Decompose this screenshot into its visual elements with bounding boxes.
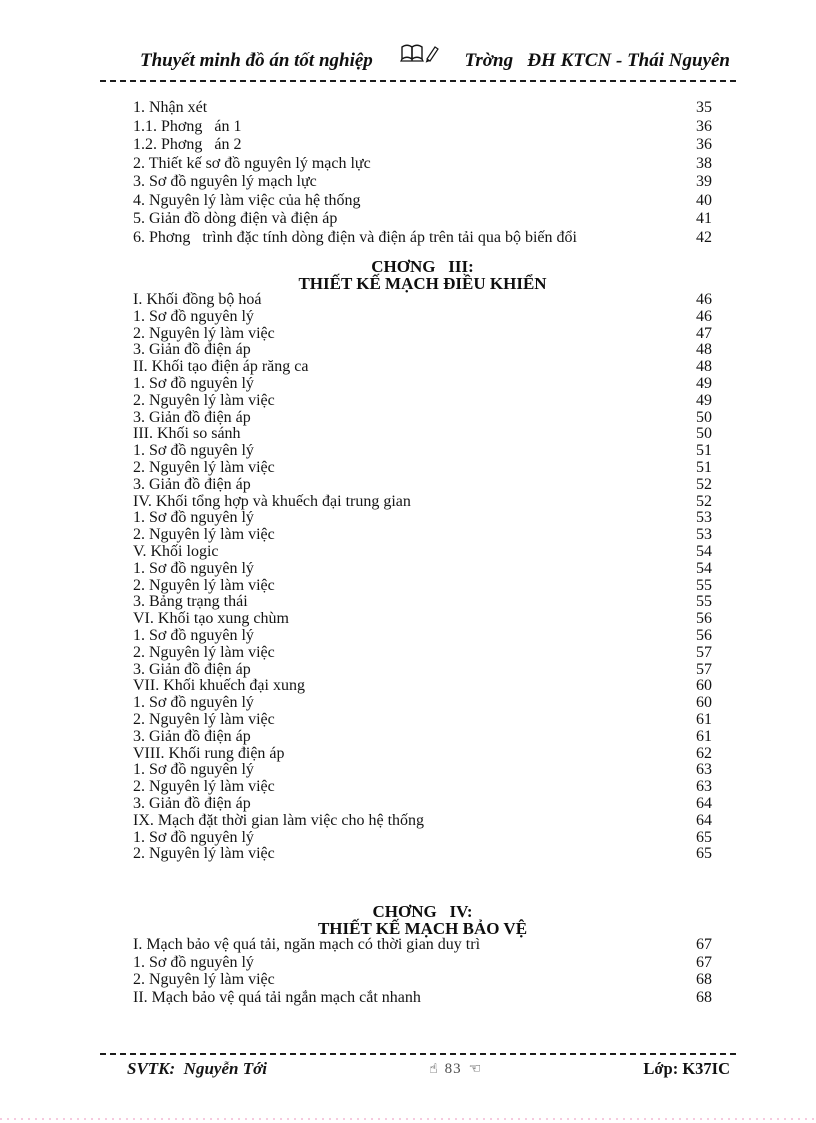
toc-entry-label: 4. Nguyên lý làm việc của hệ thống xyxy=(133,191,361,209)
toc-entry xyxy=(133,477,712,494)
chapter-heading: CHƠNG III: xyxy=(371,257,474,276)
toc-entry-page-number: 53 xyxy=(696,509,712,527)
toc-entry-page-number: 53 xyxy=(696,526,712,544)
toc-entry xyxy=(133,779,712,796)
toc-entry-label: 1. Sơ đồ nguyên lý xyxy=(133,953,254,971)
toc-entry-page-number: 67 xyxy=(696,953,712,971)
footer-student-name: SVTK: Nguyễn Tới xyxy=(127,1059,267,1078)
toc-entry-label: I. Khối đồng bộ hoá xyxy=(133,291,262,308)
toc-entry xyxy=(133,443,712,460)
toc-entry-label: 1. Sơ đồ nguyên lý xyxy=(133,307,254,325)
toc-entry-label: 2. Nguyên lý làm việc xyxy=(133,576,275,594)
toc-entry-page-number: 40 xyxy=(696,191,712,209)
book-pencil-icon xyxy=(399,42,439,71)
toc-entry xyxy=(133,119,712,138)
toc-entry-page-number: 56 xyxy=(696,610,712,628)
toc-entry-label: VIII. Khối rung điện áp xyxy=(133,744,285,762)
toc-entry-label: 2. Nguyên lý làm việc xyxy=(133,971,275,989)
toc-entry-page-number: 62 xyxy=(696,744,712,762)
toc-entry-page-number: 49 xyxy=(696,391,712,409)
page-header xyxy=(0,0,816,72)
toc-entry-page-number: 52 xyxy=(696,492,712,510)
toc-entry-label: 1. Sơ đồ nguyên lý xyxy=(133,442,254,460)
toc-entry xyxy=(133,230,712,249)
toc-entry-label: 2. Nguyên lý làm việc xyxy=(133,324,275,342)
toc-entry-label: 1. Sơ đồ nguyên lý xyxy=(133,626,254,644)
toc-entry-page-number: 52 xyxy=(696,475,712,493)
toc-entry xyxy=(133,137,712,156)
toc-entry-label: 3. Sơ đồ nguyên lý mạch lực xyxy=(133,173,317,190)
page-footer xyxy=(0,1045,816,1079)
toc-entry xyxy=(133,494,712,511)
toc-entry xyxy=(133,990,712,1008)
toc-entry xyxy=(133,460,712,477)
toc-entry-label: 2. Nguyên lý làm việc xyxy=(133,845,275,863)
toc-entry-page-number: 48 xyxy=(696,341,712,359)
toc-entry-label: 1. Nhận xét xyxy=(133,99,208,116)
toc-entry-page-number: 48 xyxy=(696,358,712,376)
toc-entry-label: 1. Sơ đồ nguyên lý xyxy=(133,509,254,527)
chapter-heading: CHƠNG IV: xyxy=(372,902,473,922)
toc-entry-page-number: 54 xyxy=(696,559,712,577)
page-boundary-dots xyxy=(0,1118,816,1120)
toc-entry xyxy=(133,309,712,326)
toc-entry xyxy=(133,174,712,193)
toc-entry-label: 3. Giản đồ điện áp xyxy=(133,475,251,493)
toc-entry-page-number: 63 xyxy=(696,761,712,779)
toc-entry xyxy=(133,846,712,863)
toc-entry-page-number: 35 xyxy=(696,99,712,116)
toc-entry-label: III. Khối so sánh xyxy=(133,425,241,443)
toc-entry-label: VII. Khối khuếch đại xung xyxy=(133,677,305,695)
toc-entry xyxy=(133,746,712,763)
toc-entry xyxy=(133,527,712,544)
toc-entry-label: 3. Giản đồ điện áp xyxy=(133,727,251,745)
toc-entry xyxy=(133,662,712,679)
toc-section xyxy=(133,100,712,248)
toc-entry-label: 1.1. Phơng án 1 xyxy=(133,117,242,135)
toc-entry xyxy=(133,830,712,847)
toc-entry-page-number: 61 xyxy=(696,727,712,745)
toc-entry xyxy=(133,645,712,662)
toc-entry-label: 1. Sơ đồ nguyên lý xyxy=(133,761,254,779)
toc-entry-page-number: 51 xyxy=(696,442,712,460)
toc-entry-label: 3. Giản đồ điện áp xyxy=(133,341,251,359)
toc-entry-label: 2. Nguyên lý làm việc xyxy=(133,458,275,476)
toc-entry-page-number: 64 xyxy=(696,811,712,829)
toc-entry-page-number: 47 xyxy=(696,324,712,342)
toc-entry-page-number: 61 xyxy=(696,710,712,728)
toc-entry-page-number: 56 xyxy=(696,626,712,644)
toc-entry xyxy=(133,156,712,175)
toc-entry-page-number: 51 xyxy=(696,458,712,476)
toc-entry xyxy=(133,359,712,376)
toc-entry-page-number: 50 xyxy=(696,425,712,443)
chapter-heading: THIẾT KẾ MẠCH ĐIỀU KHIỂN xyxy=(298,274,547,293)
toc-entry-page-number: 64 xyxy=(696,794,712,812)
toc-entry-page-number: 50 xyxy=(696,408,712,426)
toc-entry-label: 3. Bảng trạng thái xyxy=(133,593,248,611)
toc-entry-page-number: 46 xyxy=(696,307,712,325)
toc-entry-page-number: 55 xyxy=(696,593,712,611)
toc-entry-label: I. Mạch bảo vệ quá tải, ngăn mạch có thời gian duy trì xyxy=(133,936,481,954)
toc-entry xyxy=(133,100,712,119)
toc-section xyxy=(133,903,712,1007)
page-number: 83 xyxy=(444,1060,462,1077)
toc-entry-page-number: 60 xyxy=(696,677,712,695)
toc-entry xyxy=(133,326,712,343)
toc-entry-page-number: 41 xyxy=(696,210,712,227)
toc-entry-label: 1.2. Phơng án 2 xyxy=(133,136,242,153)
toc-entry xyxy=(133,510,712,527)
chapter-heading: THIẾT KẾ MẠCH BẢO VỆ xyxy=(317,919,528,939)
toc-entry-label: 1. Sơ đồ nguyên lý xyxy=(133,559,254,577)
toc-entry xyxy=(133,628,712,645)
toc-entry-page-number: 68 xyxy=(696,971,712,989)
toc-entry xyxy=(133,678,712,695)
toc-entry-label: IX. Mạch đặt thời gian làm việc cho hệ thống xyxy=(133,811,425,829)
toc-entry-page-number: 38 xyxy=(696,154,712,172)
toc-entry xyxy=(133,937,712,955)
toc-entry-label: VI. Khối tạo xung chùm xyxy=(133,610,289,628)
toc-entry xyxy=(133,393,712,410)
toc-entry-page-number: 49 xyxy=(696,374,712,392)
toc-entry-label: 5. Giản đồ dòng điện và điện áp xyxy=(133,210,338,227)
toc-entry-page-number: 46 xyxy=(696,291,712,308)
toc-entry xyxy=(133,426,712,443)
toc-entry xyxy=(133,712,712,729)
toc-entry xyxy=(133,211,712,230)
toc-entry xyxy=(133,410,712,427)
toc-entry-label: II. Mạch bảo vệ quá tải ngắn mạch cắt nhanh xyxy=(133,988,421,1006)
toc-entry xyxy=(133,796,712,813)
toc-entry xyxy=(133,813,712,830)
toc-entry xyxy=(133,955,712,973)
toc-entry-page-number: 57 xyxy=(696,660,712,678)
toc-entry-page-number: 55 xyxy=(696,576,712,594)
toc-entry-label: 1. Sơ đồ nguyên lý xyxy=(133,374,254,392)
toc-entry xyxy=(133,376,712,393)
toc-entry xyxy=(133,193,712,212)
toc-entry-label: 2. Nguyên lý làm việc xyxy=(133,778,275,796)
toc-entry-label: 2. Nguyên lý làm việc xyxy=(133,710,275,728)
toc-entry-label: II. Khối tạo điện áp răng ca xyxy=(133,358,309,376)
toc-entry-page-number: 65 xyxy=(696,845,712,863)
toc-entry-page-number: 36 xyxy=(696,136,712,153)
pointing-hand-up-icon: ☝ xyxy=(429,1061,438,1077)
toc-entry-page-number: 57 xyxy=(696,643,712,661)
toc-entry xyxy=(133,695,712,712)
toc-entry-page-number: 63 xyxy=(696,778,712,796)
toc-entry-label: 2. Nguyên lý làm việc xyxy=(133,526,275,544)
toc-entry xyxy=(133,729,712,746)
toc-entry-page-number: 65 xyxy=(696,828,712,846)
toc-entry-label: 3. Giản đồ điện áp xyxy=(133,660,251,678)
toc-entry-page-number: 39 xyxy=(696,173,712,190)
header-right-title: Trờng ĐH KTCN - Thái Nguyên xyxy=(464,50,730,71)
toc-entry-page-number: 68 xyxy=(696,988,712,1006)
header-divider xyxy=(100,80,736,82)
toc-entry-label: 1. Sơ đồ nguyên lý xyxy=(133,828,254,846)
toc-entry xyxy=(133,561,712,578)
toc-entry-label: 2. Thiết kế sơ đồ nguyên lý mạch lực xyxy=(133,154,371,172)
toc-entry-label: 2. Nguyên lý làm việc xyxy=(133,391,275,409)
toc-entry-page-number: 60 xyxy=(696,694,712,712)
footer-divider xyxy=(100,1053,736,1055)
toc-entry-page-number: 42 xyxy=(696,228,712,246)
toc-entry-label: 3. Giản đồ điện áp xyxy=(133,794,251,812)
footer-page-indicator xyxy=(429,1061,481,1078)
toc-entry xyxy=(133,762,712,779)
toc-entry-label: IV. Khối tổng hợp và khuếch đại trung gian xyxy=(133,492,411,510)
toc-entry xyxy=(133,594,712,611)
toc-entry-label: V. Khối logic xyxy=(133,542,219,560)
table-of-contents xyxy=(133,100,712,1007)
toc-entry xyxy=(133,578,712,595)
toc-entry-label: 3. Giản đồ điện áp xyxy=(133,408,251,426)
toc-entry-page-number: 36 xyxy=(696,117,712,135)
toc-entry xyxy=(133,342,712,359)
toc-section xyxy=(133,258,712,863)
toc-entry xyxy=(133,292,712,309)
pointing-hand-left-icon: ☜ xyxy=(468,1061,482,1077)
toc-entry xyxy=(133,544,712,561)
toc-entry-label: 6. Phơng trình đặc tính dòng điện và điện áp trên tải qua bộ biến đổi xyxy=(133,228,577,246)
footer-class-label: Lớp: K37IC xyxy=(643,1059,730,1078)
toc-entry-label: 1. Sơ đồ nguyên lý xyxy=(133,694,254,712)
header-left-title: Thuyết minh đồ án tốt nghiệp xyxy=(140,50,373,71)
toc-entry-label: 2. Nguyên lý làm việc xyxy=(133,643,275,661)
toc-entry xyxy=(133,972,712,990)
toc-entry-page-number: 67 xyxy=(696,936,712,954)
toc-entry-page-number: 54 xyxy=(696,542,712,560)
toc-entry xyxy=(133,611,712,628)
